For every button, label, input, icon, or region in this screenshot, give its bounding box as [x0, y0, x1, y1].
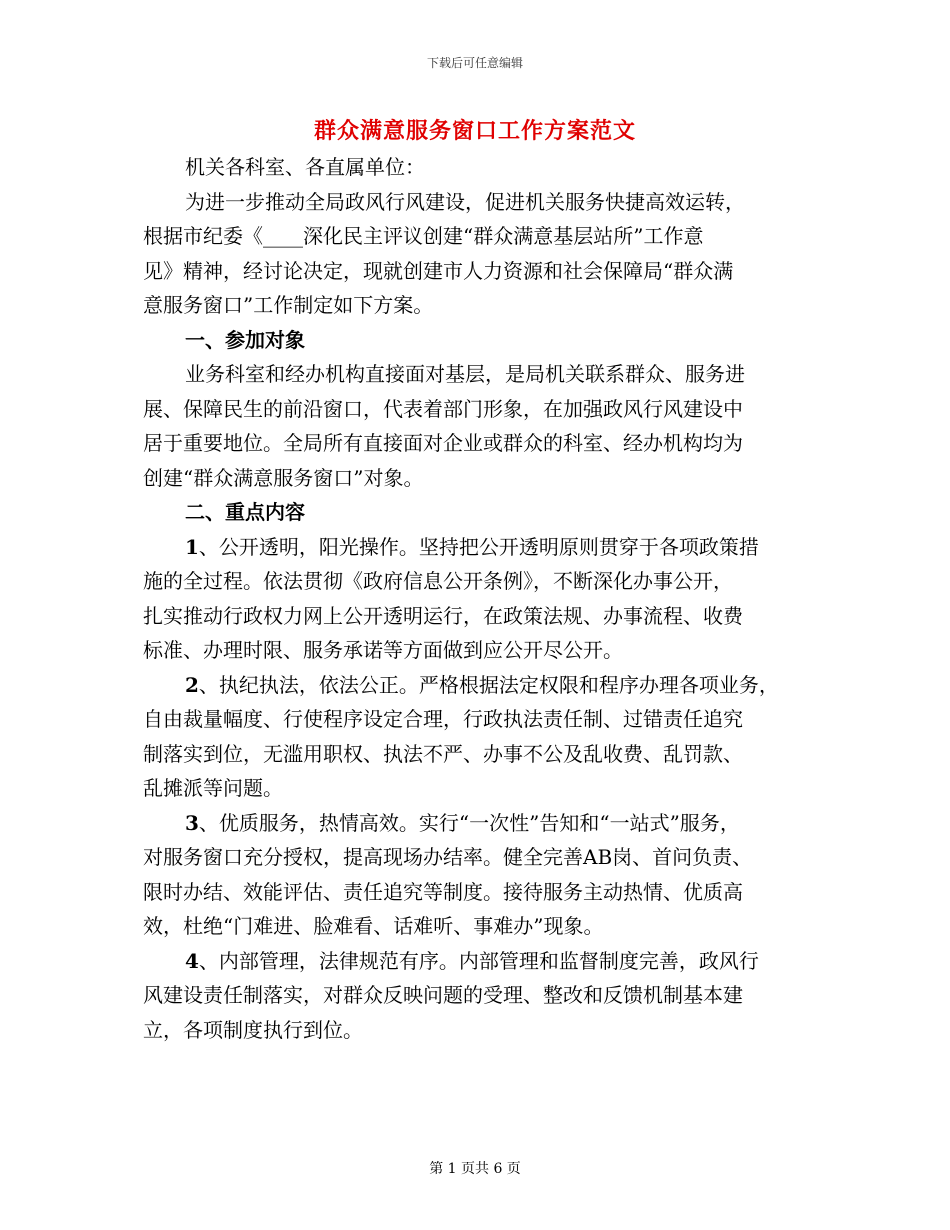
item-text: 、执纪执法，依法公正。严格根据法定权限和程序办理各项业务， — [198, 672, 779, 697]
item-2-line: 乱摊派等问题。 — [143, 776, 283, 800]
item-number: 4 — [185, 948, 199, 973]
item-3-first-line — [143, 806, 823, 841]
item-4-line: 风建设责任制落实，对群众反映问题的受理、整改和反馈机制基本建 — [143, 983, 743, 1007]
item-3-line: 效，杜绝“门难进、脸难看、话难听、事难办”现象。 — [143, 914, 604, 938]
intro-line: 为进一步推动全局政风行风建设，促进机关服务快捷高效运转， — [185, 189, 745, 214]
item-1-line: 扎实推动行政权力网上公开透明运行，在政策法规、办事流程、收费 — [143, 603, 743, 628]
item-2-first-line — [143, 668, 823, 703]
item-1-line: 标准、办理时限、服务承诺等方面做到应公开尽公开。 — [143, 638, 623, 662]
salutation: 机关各科室、各直属单位： — [185, 155, 425, 179]
item-number: 1 — [185, 534, 199, 559]
section1-line: 创建“群众满意服务窗口”对象。 — [143, 465, 424, 490]
item-1-first-line — [143, 530, 823, 565]
item-text: 、优质服务，热情高效。实行“一次性”告知和“一站式”服务， — [198, 810, 740, 835]
section1-line: 展、保障民生的前沿窗口，代表着部门形象，在加强政风行风建设中 — [143, 396, 743, 421]
item-number: 2 — [185, 672, 199, 697]
intro-line: 根据市纪委《____深化民主评议创建“群众满意基层站所”工作意 — [143, 224, 704, 248]
document-body — [143, 150, 823, 1047]
item-3-line: 对服务窗口充分授权，提高现场办结率。健全完善AB岗、首问负责、 — [143, 845, 753, 869]
item-2-line: 自由裁量幅度、行使程序设定合理，行政执法责任制、过错责任追究 — [143, 707, 743, 731]
item-1-line: 施的全过程。依法贯彻《政府信息公开条例》，不断深化办事公开， — [143, 569, 733, 593]
intro-line: 意服务窗口”工作制定如下方案。 — [143, 293, 434, 317]
section1-line: 业务科室和经办机构直接面对基层，是局机关联系群众、服务进 — [185, 362, 745, 386]
page-number-footer: 第 1 页共 6 页 — [429, 1161, 521, 1177]
page-header-note: 下载后可任意编辑 — [426, 56, 523, 70]
document-title: 群众满意服务窗口工作方案范文 — [313, 118, 636, 144]
item-4-line: 立，各项制度执行到位。 — [143, 1017, 363, 1042]
intro-line: 见》精神，经讨论决定，现就创建市人力资源和社会保障局“群众满 — [143, 258, 734, 283]
section-heading-participants: 一、参加对象 — [185, 327, 305, 352]
item-number: 3 — [185, 810, 199, 835]
item-text: 、公开透明，阳光操作。坚持把公开透明原则贯穿于各项政策措 — [198, 534, 759, 559]
item-2-line: 制落实到位，无滥用职权、执法不严、办事不公及乱收费、乱罚款、 — [143, 741, 743, 766]
item-3-line: 限时办结、效能评估、责任追究等制度。接待服务主动热情、优质高 — [143, 879, 743, 904]
section1-line: 居于重要地位。全局所有直接面对企业或群众的科室、经办机构均为 — [143, 431, 743, 455]
item-4-first-line — [143, 944, 823, 979]
section-heading-key-content: 二、重点内容 — [185, 500, 305, 524]
item-text: 、内部管理，法律规范有序。内部管理和监督制度完善，政风行 — [198, 948, 759, 973]
